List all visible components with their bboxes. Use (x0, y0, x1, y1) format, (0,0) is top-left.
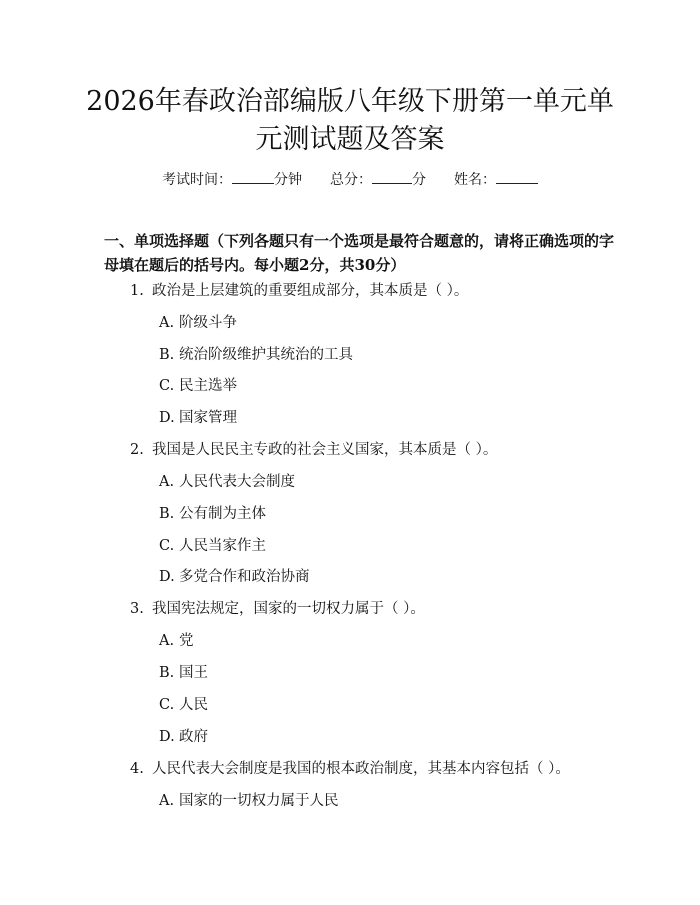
question-text: 我国是人民民主专政的社会主义国家，其本质是（ ）。 (152, 442, 498, 458)
option-1c (159, 376, 237, 396)
question-4 (130, 759, 570, 779)
page-title-line-1: 2026年春政治部编版八年级下册第一单元单 (86, 86, 614, 117)
option-letter: C. (159, 697, 175, 713)
option-letter: D. (159, 729, 175, 745)
option-letter: D. (159, 569, 175, 585)
question-number: 3. (130, 601, 144, 617)
question-number: 2. (130, 442, 144, 458)
option-letter: A. (159, 793, 175, 809)
option-letter: C. (159, 378, 175, 394)
option-1d (159, 408, 237, 428)
option-text: 人民 (179, 697, 208, 713)
option-text: 国家管理 (179, 410, 237, 426)
option-letter: B. (159, 665, 175, 681)
exam-time-blank (232, 169, 274, 184)
option-text: 国王 (179, 665, 208, 681)
name-label: 姓名： (454, 172, 496, 188)
option-text: 人民代表大会制度 (179, 474, 295, 490)
option-text: 统治阶级维护其统治的工具 (179, 347, 353, 363)
option-letter: A. (159, 474, 175, 490)
option-2b (159, 504, 266, 524)
option-letter: A. (159, 633, 175, 649)
name-blank (496, 169, 538, 184)
page-title-line-2: 元测试题及答案 (255, 124, 445, 155)
option-letter: D. (159, 410, 175, 426)
question-1 (130, 281, 468, 301)
option-text: 阶级斗争 (179, 315, 237, 331)
option-text: 多党合作和政治协商 (179, 569, 310, 585)
question-3 (130, 599, 425, 619)
question-2 (130, 440, 497, 460)
option-text: 国家的一切权力属于人民 (179, 793, 339, 809)
option-text: 公有制为主体 (179, 506, 266, 522)
option-2d (159, 567, 310, 587)
option-text: 民主选举 (179, 378, 237, 394)
exam-time-label: 考试时间： (162, 172, 232, 188)
option-3b (159, 663, 208, 683)
option-text: 人民当家作主 (179, 538, 266, 554)
option-1b (159, 345, 353, 365)
option-letter: B. (159, 347, 175, 363)
option-1a (159, 313, 237, 333)
option-letter: C. (159, 538, 175, 554)
option-letter: B. (159, 506, 175, 522)
exam-meta-line (0, 169, 700, 190)
question-text: 人民代表大会制度是我国的根本政治制度，其基本内容包括（ ）。 (152, 761, 570, 777)
option-text: 政府 (179, 729, 208, 745)
option-text: 党 (179, 633, 194, 649)
option-3c (159, 695, 208, 715)
total-score-blank (372, 169, 412, 184)
section-heading-single-choice: 一、单项选择题（下列各题只有一个选项是最符合题意的，请将正确选项的字母填在题后的括号内。每小题2分，共30分） (104, 232, 615, 274)
question-text: 政治是上层建筑的重要组成部分，其本质是（ ）。 (152, 283, 469, 299)
option-2c (159, 536, 266, 556)
option-letter: A. (159, 315, 175, 331)
total-score-label: 总分： (330, 172, 372, 188)
option-4a (159, 791, 339, 811)
option-3d (159, 727, 208, 747)
question-text: 我国宪法规定，国家的一切权力属于（ ）。 (152, 601, 425, 617)
question-number: 1. (130, 283, 144, 299)
option-2a (159, 472, 295, 492)
question-number: 4. (130, 761, 144, 777)
exam-time-unit: 分钟 (274, 172, 302, 188)
option-3a (159, 631, 194, 651)
total-score-unit: 分 (412, 172, 426, 188)
